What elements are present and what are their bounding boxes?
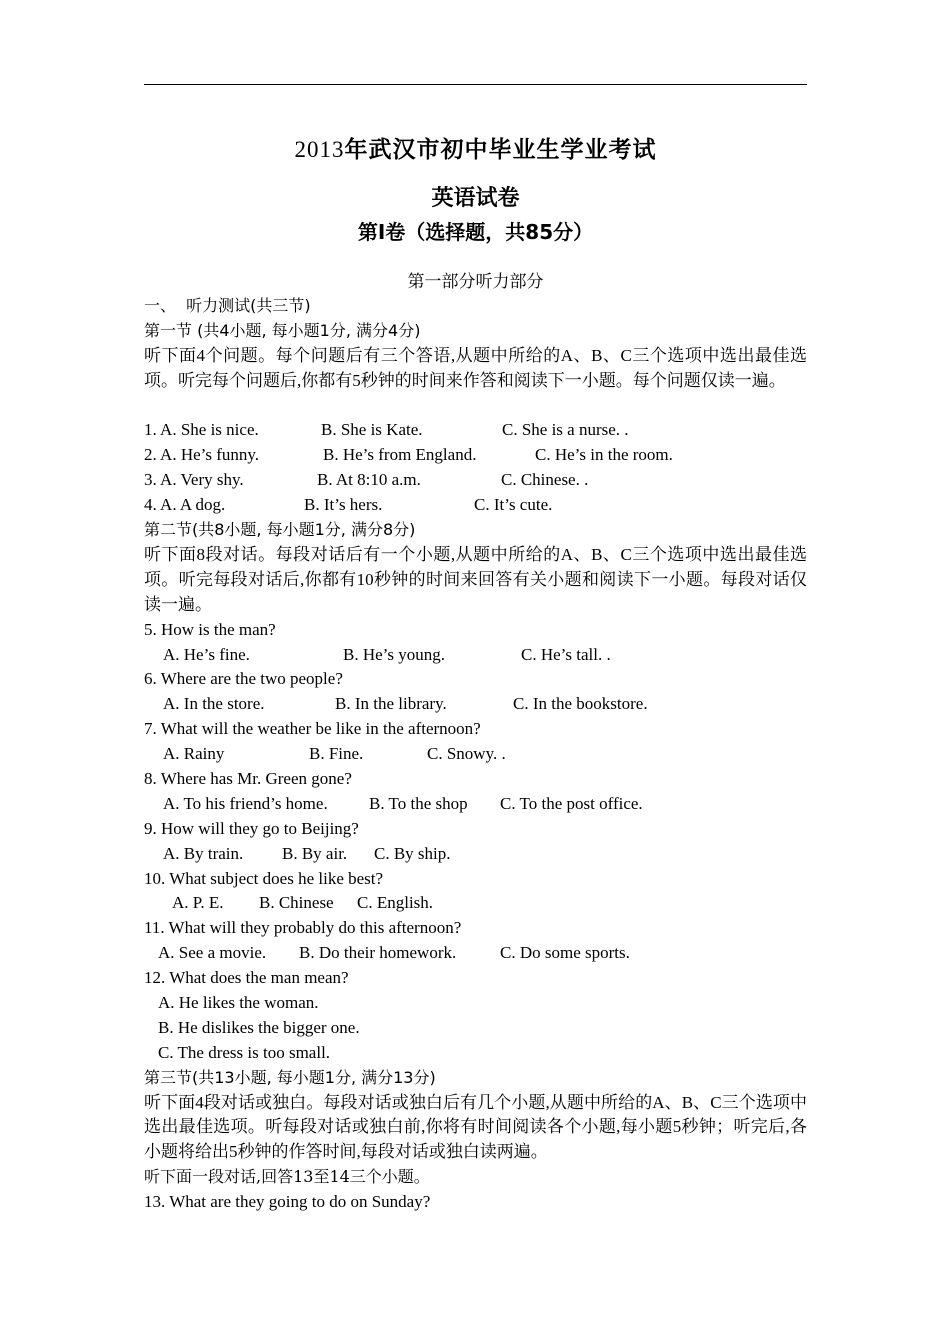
exam-year: 2013 xyxy=(294,137,345,162)
question-4 xyxy=(144,493,807,518)
question-6: 6. Where are the two people? xyxy=(144,669,343,689)
question-5: 5. How is the man? xyxy=(144,619,276,639)
option-b: B. He dislikes the bigger one. xyxy=(158,1017,360,1037)
question-10-options xyxy=(144,891,807,916)
option-c: C. Do some sports. xyxy=(500,943,630,963)
option-b: B. By air. xyxy=(282,843,348,863)
option-a: A. He’s fine. xyxy=(163,644,250,664)
section-1-heading: 第一节 (共4小题, 每小题1分, 满分4分) xyxy=(144,320,421,340)
option-c: C. By ship. xyxy=(374,843,451,863)
option-a: 4. A. A dog. xyxy=(144,495,226,515)
option-c: C. The dress is too small. xyxy=(158,1042,331,1062)
option-a: A. Rainy xyxy=(163,744,225,764)
question-11-options xyxy=(144,941,807,966)
section-main-heading: 一、 听力测试(共三节) xyxy=(144,296,311,315)
option-c: C. It’s cute. xyxy=(474,495,553,515)
subject-title: 英语试卷 xyxy=(431,185,520,210)
option-a: 2. A. He’s funny. xyxy=(144,445,260,465)
exam-title-text: 年武汉市初中毕业生学业考试 xyxy=(344,137,657,162)
section-3-heading: 第三节(共13小题, 每小题1分, 满分13分) xyxy=(144,1067,436,1087)
option-b: B. Fine. xyxy=(309,744,364,764)
section-2-instructions: 听下面8段对话。每段对话后有一个小题,从题中所给的A、B、C三个选项中选出最佳选项。听完每段对话后,你都有10秒钟的时间来回答有关小题和阅读下一小题。每段对话仅读一遍。 xyxy=(144,544,807,614)
question-10: 10. What subject does he like best? xyxy=(144,868,384,888)
question-9-options xyxy=(144,842,807,867)
volume-title: 第Ⅰ卷（选择题，共85分） xyxy=(357,220,594,244)
option-c: C. Chinese. . xyxy=(501,470,589,490)
option-b: B. He’s young. xyxy=(343,644,445,664)
question-12: 12. What does the man mean? xyxy=(144,968,349,988)
question-8: 8. Where has Mr. Green gone? xyxy=(144,768,352,788)
section-2-heading: 第二节(共8小题, 每小题1分, 满分8分) xyxy=(144,520,416,540)
question-8-options xyxy=(144,792,807,817)
option-c: C. English. xyxy=(357,893,434,913)
option-b: B. In the library. xyxy=(335,694,447,714)
option-a: A. By train. xyxy=(163,843,244,863)
option-b: B. Do their homework. xyxy=(299,943,457,963)
question-5-options xyxy=(144,643,807,668)
header-rule xyxy=(144,84,807,85)
option-c: C. To the post office. xyxy=(500,793,643,813)
option-c: C. Snowy. . xyxy=(427,744,506,764)
option-c: C. In the bookstore. xyxy=(513,694,648,714)
option-a: 1. A. She is nice. xyxy=(144,420,259,440)
exam-page xyxy=(144,132,807,1215)
option-b: B. She is Kate. xyxy=(321,420,423,440)
question-13: 13. What are they going to do on Sunday? xyxy=(144,1192,431,1212)
option-a: A. He likes the woman. xyxy=(158,992,319,1012)
section-3-instructions: 听下面4段对话或独白。每段对话或独白后有几个小题,从题中所给的A、B、C三个选项中选出最佳选项。听每段对话或独白前,你将有时间阅读各个小题,每小题5秒钟；听完后,各小题将给出5秒钟的作答时间,每段对话或独白读两遍。 xyxy=(144,1092,807,1162)
option-a: A. P. E. xyxy=(172,893,224,913)
option-a: A. To his friend’s home. xyxy=(163,793,328,813)
question-9: 9. How will they go to Beijing? xyxy=(144,818,359,838)
exam-title xyxy=(144,132,807,168)
option-c: C. She is a nurse. . xyxy=(502,420,629,440)
option-a: 3. A. Very shy. xyxy=(144,470,244,490)
option-b: B. It’s hers. xyxy=(304,495,383,515)
option-b: B. To the shop xyxy=(369,793,468,813)
option-b: B. He’s from England. xyxy=(323,445,477,465)
part-title: 第一部分听力部分 xyxy=(407,272,544,292)
question-7: 7. What will the weather be like in the afternoon? xyxy=(144,719,481,739)
question-3 xyxy=(144,468,807,493)
question-7-options xyxy=(144,742,807,767)
sub-instruction: 听下面一段对话,回答13至14三个小题。 xyxy=(144,1167,430,1187)
option-a: A. In the store. xyxy=(163,694,265,714)
question-6-options xyxy=(144,692,807,717)
section-1-instructions: 听下面4个问题。每个问题后有三个答语,从题中所给的A、B、C三个选项中选出最佳选项。听完每个问题后,你都有5秒钟的时间来作答和阅读下一小题。每个问题仅读一遍。 xyxy=(144,345,807,390)
question-2 xyxy=(144,443,807,468)
question-1 xyxy=(144,418,807,443)
option-c: C. He’s in the room. xyxy=(535,445,673,465)
option-b: B. At 8:10 a.m. xyxy=(317,470,421,490)
option-c: C. He’s tall. . xyxy=(521,644,611,664)
question-11: 11. What will they probably do this afternoon? xyxy=(144,918,462,938)
option-b: B. Chinese xyxy=(259,893,334,913)
option-a: A. See a movie. xyxy=(158,943,267,963)
